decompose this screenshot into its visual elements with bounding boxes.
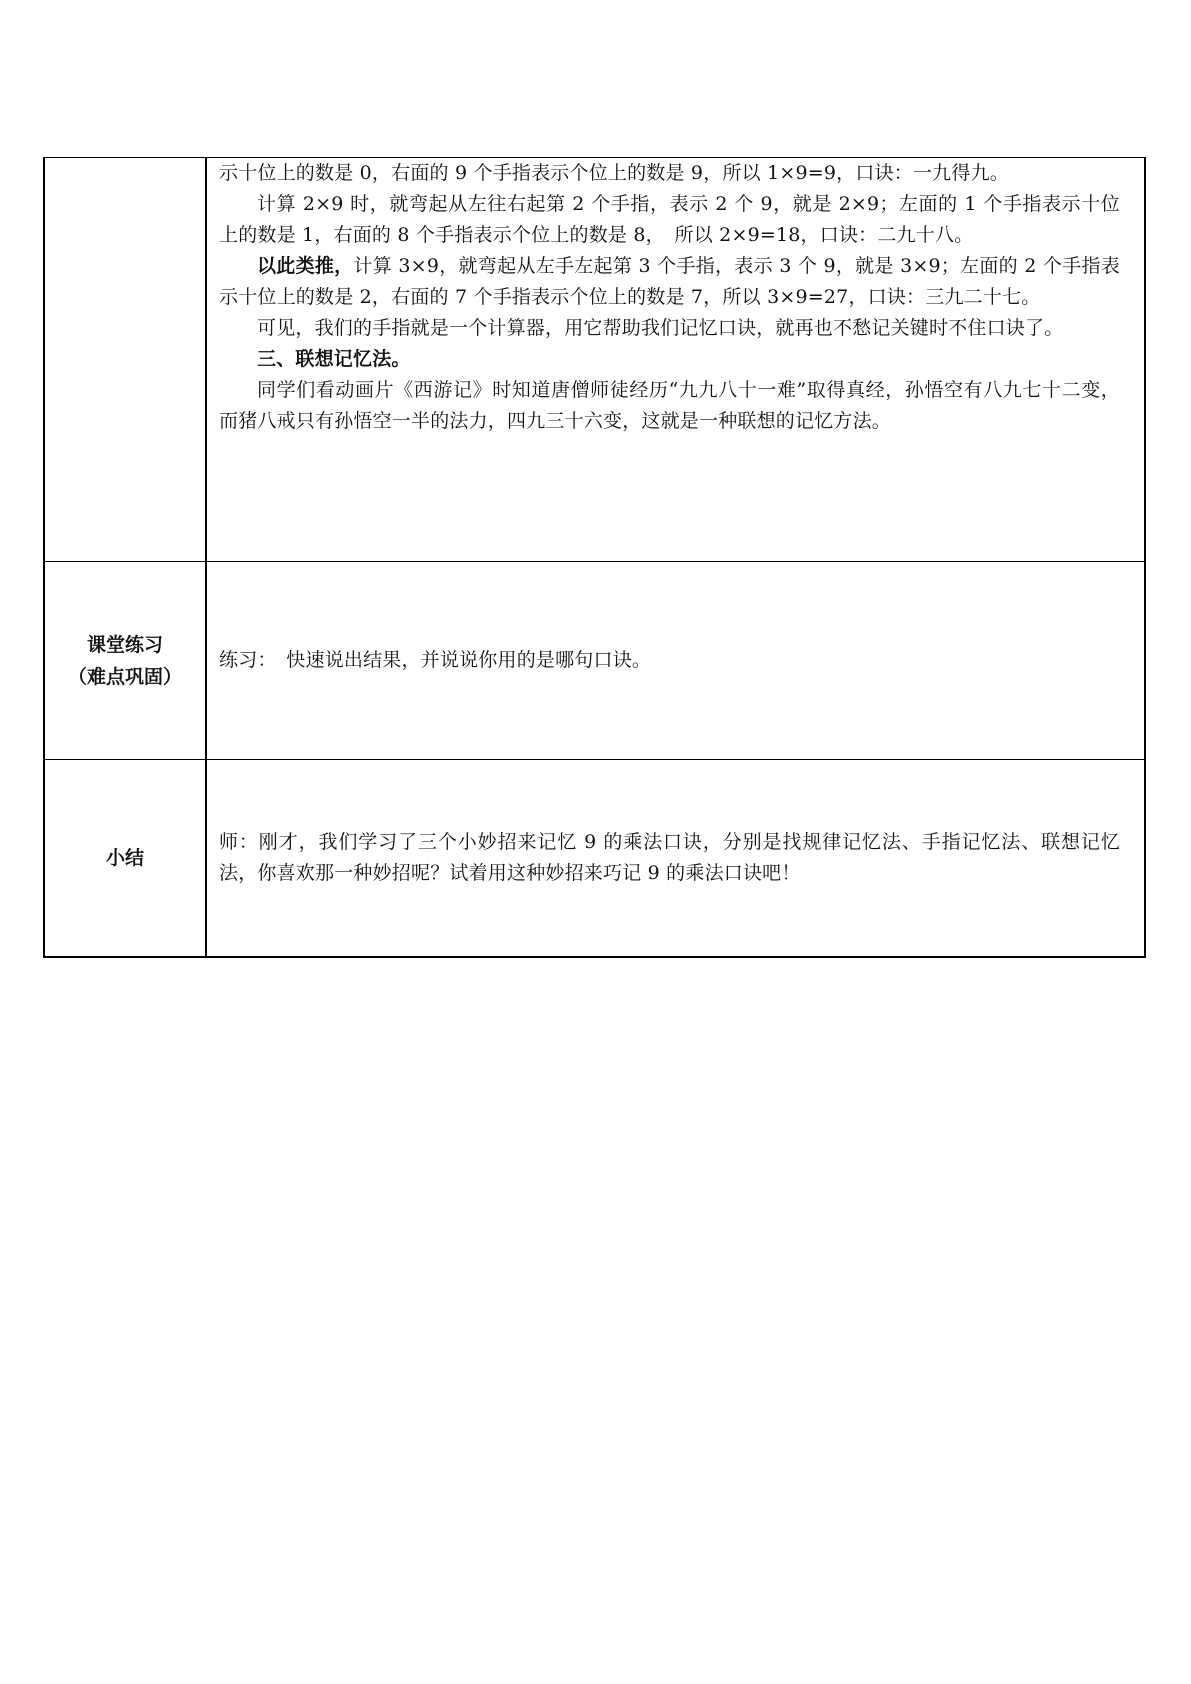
row-label-empty bbox=[43, 158, 207, 561]
row-label-summary bbox=[43, 760, 207, 956]
summary-label: 小结 bbox=[105, 847, 144, 869]
table-row-teaching-process bbox=[43, 158, 1146, 562]
calc-2x9-paragraph: 计算 2×9 时，就弯起从左往右起第 2 个手指，表示 2 个 9，就是 2×9；左面的 1 个手指表示十位上的数是 1，右面的 8 个手指表示个位上的数是 8， 所以 2×9=18，口诀：二九十八。 bbox=[219, 193, 1120, 246]
summary-text: 师：刚才，我们学习了三个小妙招来记忆 9 的乘法口诀，分别是找规律记忆法、手指记忆法、联想记忆法，你喜欢那一种妙招呢？试着用这种妙招来巧记 9 的乘法口诀吧！ bbox=[219, 831, 1120, 884]
row-label-practice bbox=[43, 562, 207, 759]
method-3-heading: 三、联想记忆法。 bbox=[257, 348, 411, 370]
calc-3x9-text: 计算 3×9，就弯起从左手左起第 3 个手指，表示 3 个 9，就是 3×9；左面的 2 个手指表示十位上的数是 2，右面的 7 个手指表示个位上的数是 7，所以 3×9=27，口诀：三九二十七。 bbox=[219, 255, 1120, 308]
practice-text: 练习： 快速说出结果，并说说你用的是哪句口诀。 bbox=[219, 649, 652, 671]
calc-3x9-paragraph bbox=[219, 251, 1120, 313]
analogy-lead-text: 以此类推， bbox=[257, 255, 354, 277]
lesson-plan-table bbox=[43, 157, 1146, 958]
summary-content-cell bbox=[207, 760, 1146, 956]
teaching-content-cell bbox=[207, 158, 1146, 561]
practice-content-cell bbox=[207, 562, 1146, 759]
association-paragraph: 同学们看动画片《西游记》时知道唐僧师徒经历“九九八十一难”取得真经，孙悟空有八九七十二变，而猪八戒只有孙悟空一半的法力，四九三十六变，这就是一种联想的记忆方法。 bbox=[219, 379, 1120, 432]
continuation-paragraph: 示十位上的数是 0，右面的 9 个手指表示个位上的数是 9，所以 1×9=9，口诀：一九得九。 bbox=[219, 162, 1009, 184]
table-row-summary bbox=[43, 760, 1146, 958]
practice-sublabel: （难点巩固） bbox=[67, 665, 182, 688]
practice-label: 课堂练习 bbox=[86, 633, 163, 656]
table-row-practice bbox=[43, 562, 1146, 760]
conclusion-paragraph: 可见，我们的手指就是一个计算器，用它帮助我们记忆口诀，就再也不愁记关键时不住口诀了。 bbox=[257, 317, 1064, 339]
